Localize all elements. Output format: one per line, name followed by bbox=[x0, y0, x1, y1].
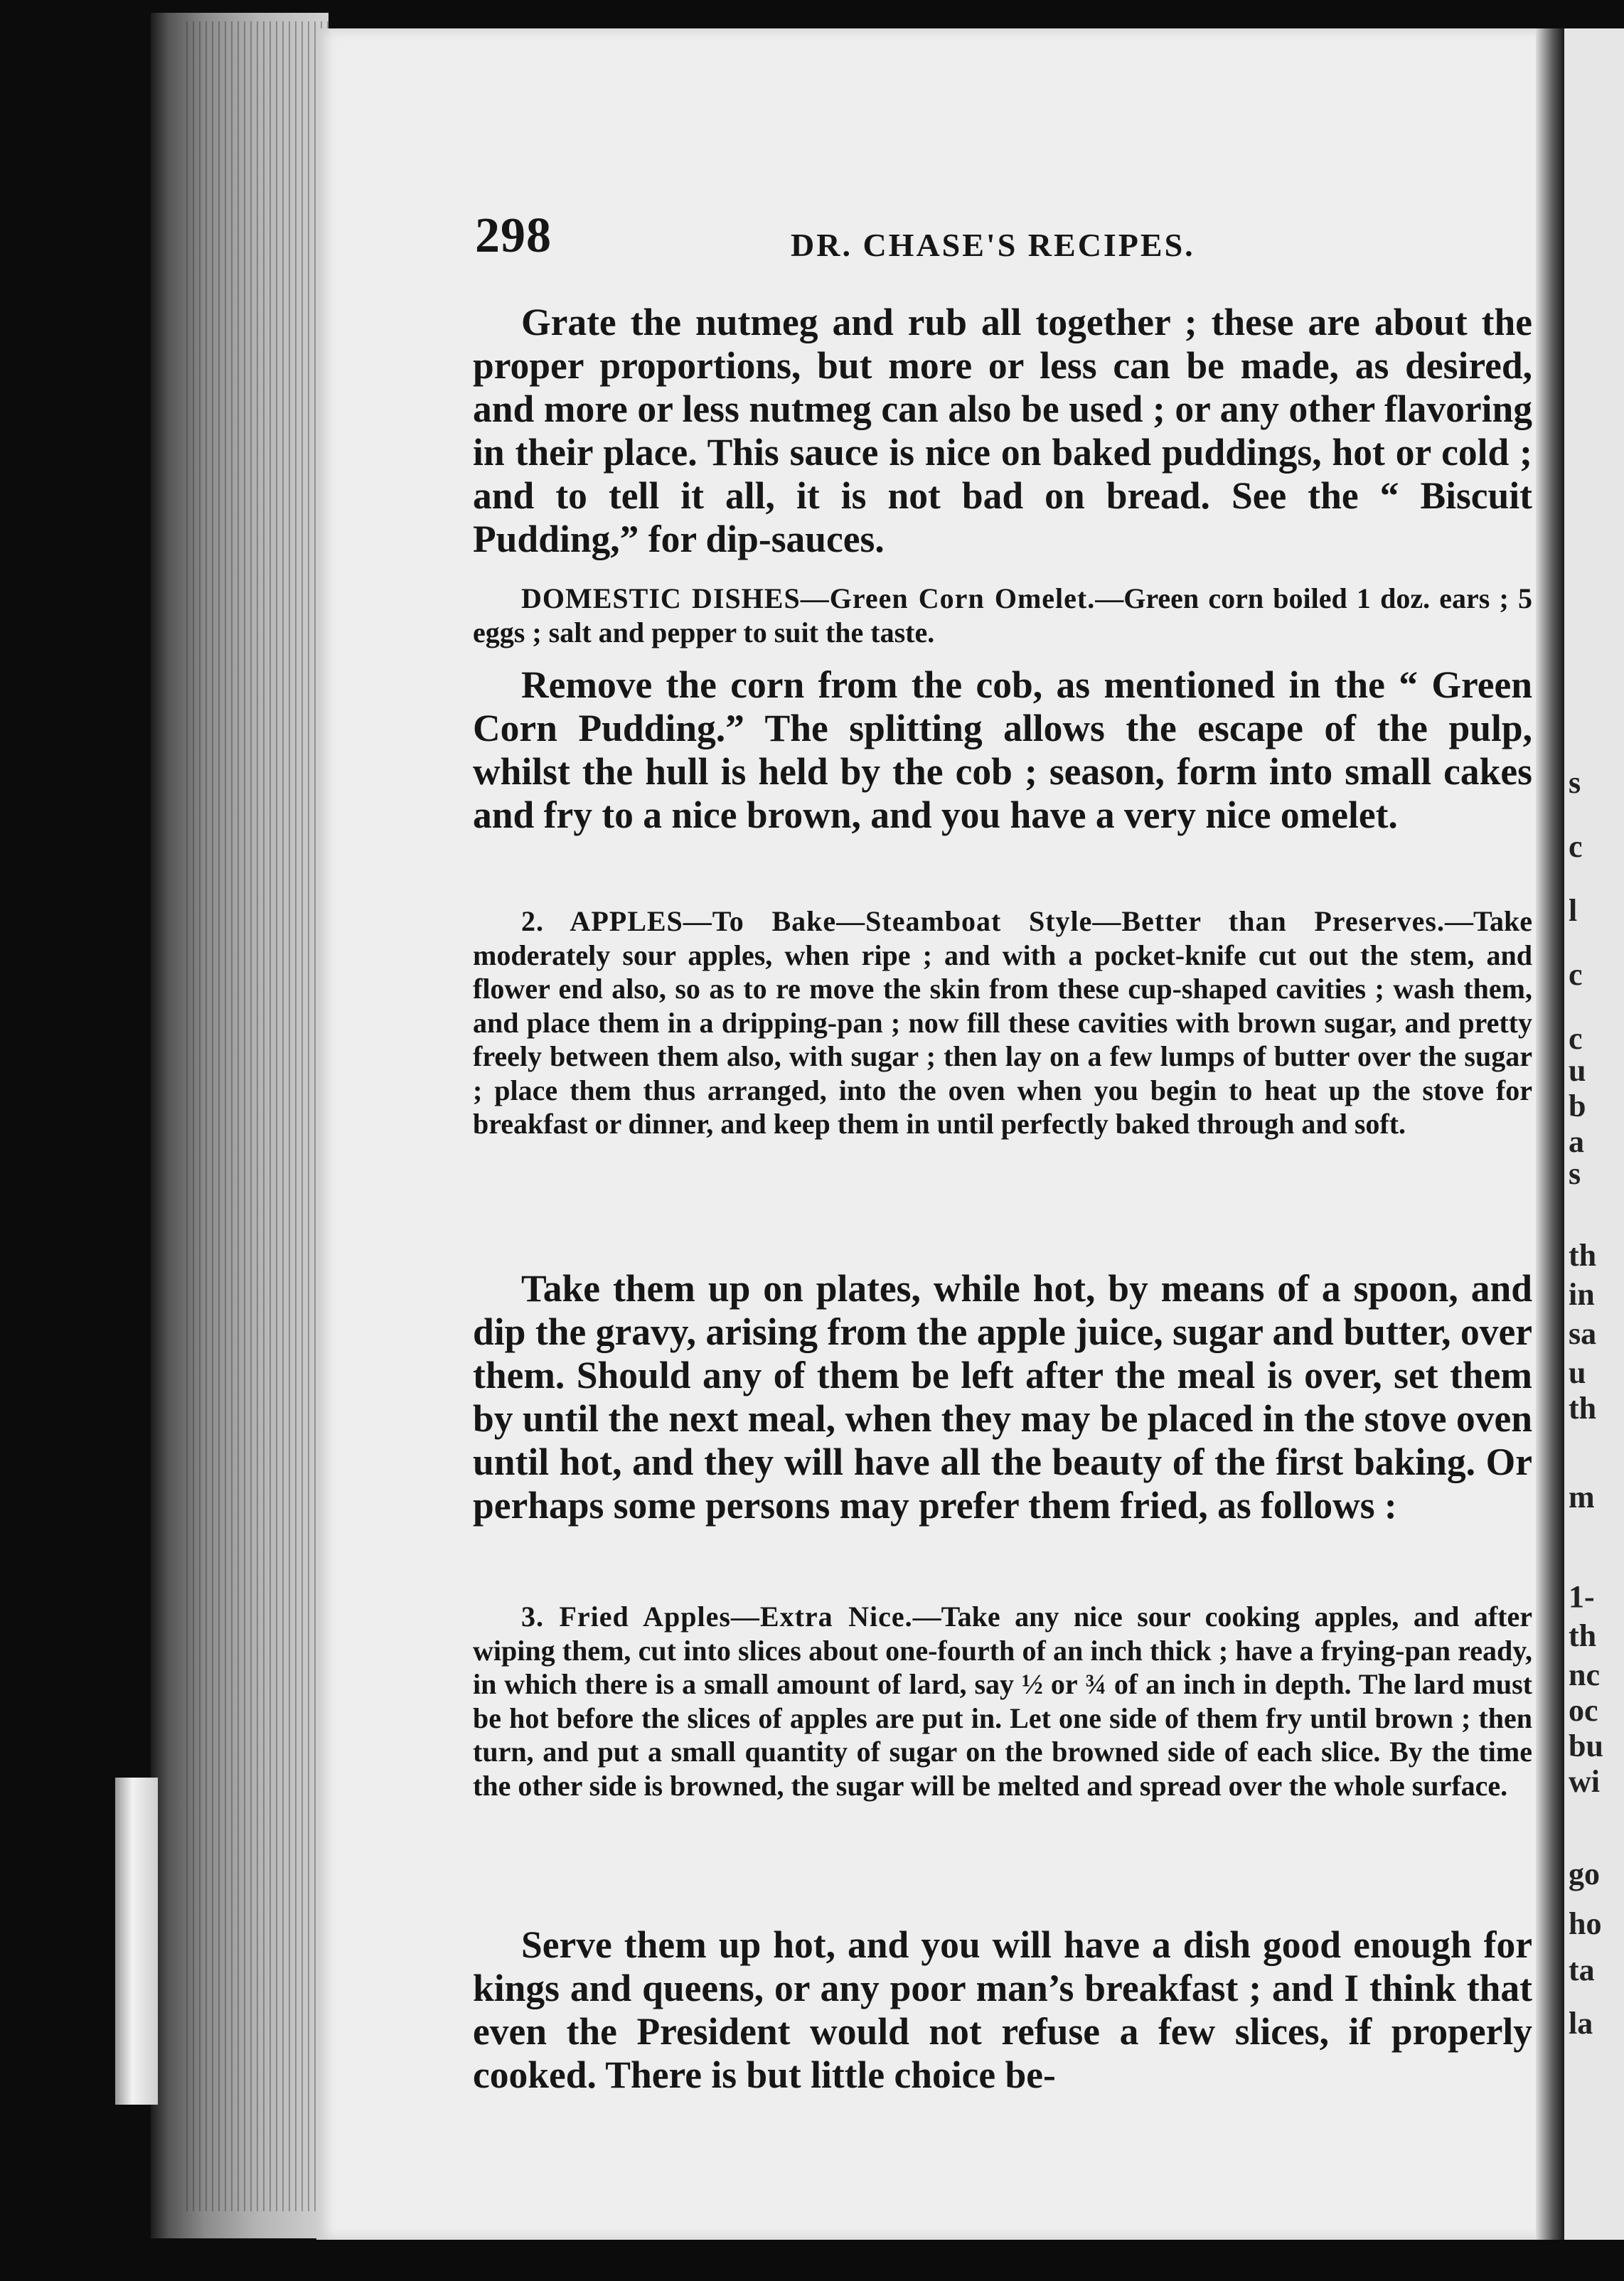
next-page-fragment: la bbox=[1569, 2006, 1593, 2041]
next-page-fragment: m bbox=[1569, 1480, 1595, 1515]
next-page-fragment: c bbox=[1569, 957, 1583, 992]
next-page-fragment: th bbox=[1569, 1618, 1597, 1653]
recipe-text: —Take any nice sour cooking apples, and after wiping them, cut into slices about one-fourth of an inch thick ; have a frying-pan ready, in which there is a small amount of lard, say ½ or ¾ of an inch in depth. The lard must be hot before the slices of apples are put in. Let one side of them fry until brown ; then turn, and put a small quantity of sugar on the browned side of each slice. By the time the other side is browned, the sugar will be melted and spread over the whole surface. bbox=[473, 1601, 1533, 1802]
page-edge-lines bbox=[186, 21, 328, 2211]
recipe-text: —Take moderately sour apples, when ripe ; and with a pocket-knife cut out the stem, and flower end also, so as to re move the skin from these cup-shaped cavities ; wash them, and place them in a dripping-pan ; now fill these cavities with brown sugar, and pretty freely between them also, with sugar ; then lay on a few lumps of butter over the sugar ; place them thus arranged, into the oven when you begin to heat up the stove for breakfast or dinner, and keep them in until perfectly baked through and soft. bbox=[473, 905, 1532, 1140]
next-page-fragment: th bbox=[1569, 1391, 1597, 1426]
recipe-fried-apples bbox=[473, 1600, 1532, 1802]
next-page-fragment: nc bbox=[1569, 1657, 1600, 1692]
recipe-heading: 2. APPLES—To Bake—Steamboat Style—Better than Preserves. bbox=[521, 905, 1445, 937]
recipe-green-corn-omelet bbox=[473, 582, 1532, 649]
recipe-heading: 3. Fried Apples—Extra Nice. bbox=[521, 1601, 913, 1633]
next-page-fragment: u bbox=[1569, 1355, 1586, 1390]
next-page-fragment: oc bbox=[1569, 1693, 1598, 1728]
next-page-fragment: s bbox=[1569, 1156, 1581, 1191]
next-page-fragment: a bbox=[1569, 1124, 1584, 1159]
next-page-fragment: go bbox=[1569, 1857, 1600, 1891]
next-page-fragment: u bbox=[1569, 1053, 1586, 1088]
running-title: DR. CHASE'S RECIPES. bbox=[791, 227, 1195, 263]
next-page-sliver bbox=[1564, 28, 1624, 2240]
next-page-fragment: ho bbox=[1569, 1906, 1602, 1941]
next-page-fragment: s bbox=[1569, 765, 1581, 800]
next-page-fragment: wi bbox=[1569, 1764, 1600, 1799]
recipe-heading: DOMESTIC DISHES—Green Corn Omelet. bbox=[521, 582, 1096, 614]
next-page-fragment: b bbox=[1569, 1089, 1586, 1123]
page-number: 298 bbox=[475, 208, 552, 263]
next-page-fragment: bu bbox=[1569, 1729, 1603, 1763]
next-page-fragment: ta bbox=[1569, 1953, 1595, 1987]
next-page-fragment: th bbox=[1569, 1238, 1597, 1273]
recipe-baked-apples bbox=[473, 904, 1532, 1141]
paragraph-omelet-method: Remove the corn from the cob, as mentioned in the “ Green Corn Pudding.” The splitting allows the escape of the pulp, whilst the hull is held by the cob ; season, form into small cakes and fry to a nice brown, and you have a very nice omelet. bbox=[473, 663, 1532, 836]
next-page-fragment: c bbox=[1569, 1021, 1583, 1056]
next-page-fragment: sa bbox=[1569, 1316, 1597, 1351]
paragraph-serving-apples: Take them up on plates, while hot, by means of a spoon, and dip the gravy, arising from the apple juice, sugar and butter, over them. Should any of them be left after the meal is over, set them by until the next meal, when they may be placed in the stove oven until hot, and they will have all the beauty of the first baking. Or perhaps some persons may prefer them fried, as follows : bbox=[473, 1267, 1532, 1527]
recipe-text: —Green corn boiled 1 doz. ears ; 5 eggs ; salt and pepper to suit the taste. bbox=[473, 582, 1532, 648]
next-page-fragment: l bbox=[1569, 893, 1578, 928]
paragraph-serve-hot: Serve them up hot, and you will have a dish good enough for kings and queens, or any poor man’s breakfast ; and I think that even the President would not refuse a few slices, if properly cooked. There is but little choice be- bbox=[473, 1923, 1532, 2096]
page-tab-mark bbox=[115, 1778, 158, 2105]
next-page-fragment: 1- bbox=[1569, 1579, 1595, 1614]
next-page-fragment: in bbox=[1569, 1277, 1595, 1312]
book-gutter bbox=[1536, 28, 1564, 2240]
next-page-fragment: c bbox=[1569, 829, 1583, 864]
paragraph-sauce: Grate the nutmeg and rub all together ; these are about the proper proportions, but more or less can be made, as desired, and more or less nutmeg can also be used ; or any other flavoring in their place. This sauce is nice on baked puddings, hot or cold ; and to tell it all, it is not bad on bread. See the “ Biscuit Pudding,” for dip-sauces. bbox=[473, 301, 1532, 560]
